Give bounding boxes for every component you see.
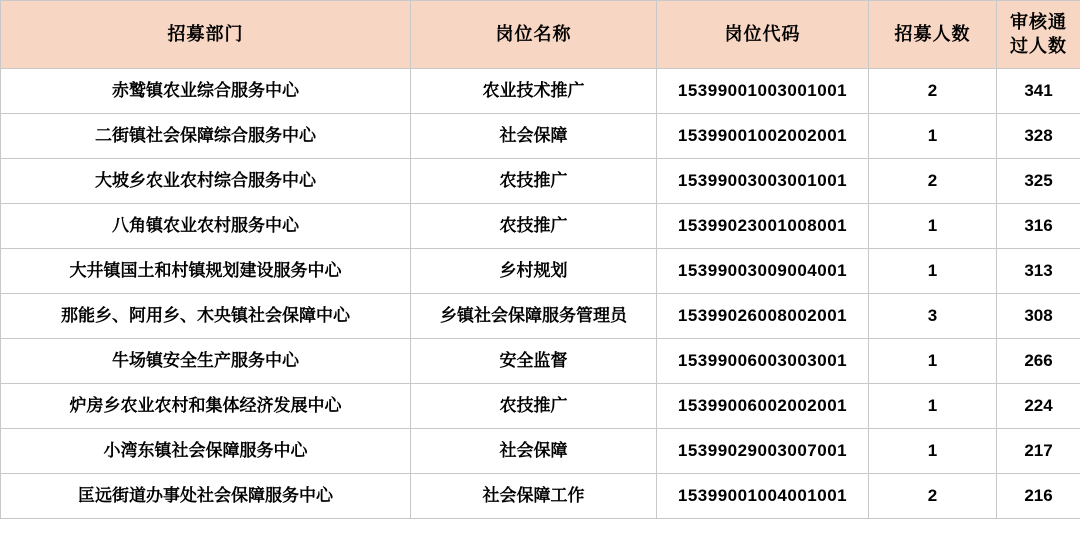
cell-department: 二街镇社会保障综合服务中心 <box>1 114 411 159</box>
cell-job-code: 15399001004001001 <box>657 474 869 519</box>
cell-passed-count: 266 <box>997 339 1080 384</box>
cell-job-name: 社会保障工作 <box>411 474 657 519</box>
cell-passed-count: 217 <box>997 429 1080 474</box>
table-row <box>1 474 1080 519</box>
cell-department: 那能乡、阿用乡、木央镇社会保障中心 <box>1 294 411 339</box>
cell-recruit-count: 1 <box>869 339 997 384</box>
cell-job-name: 安全监督 <box>411 339 657 384</box>
cell-passed-count: 316 <box>997 204 1080 249</box>
cell-passed-count: 216 <box>997 474 1080 519</box>
cell-recruit-count: 1 <box>869 114 997 159</box>
cell-recruit-count: 1 <box>869 384 997 429</box>
cell-job-code: 15399003003001001 <box>657 159 869 204</box>
table-row <box>1 339 1080 384</box>
cell-recruit-count: 1 <box>869 429 997 474</box>
cell-job-name: 社会保障 <box>411 429 657 474</box>
table-header-row <box>1 1 1080 69</box>
table-row <box>1 159 1080 204</box>
table-body <box>1 69 1080 519</box>
cell-job-code: 15399023001008001 <box>657 204 869 249</box>
cell-recruit-count: 1 <box>869 249 997 294</box>
column-header-department: 招募部门 <box>1 1 411 69</box>
cell-department: 赤鹫镇农业综合服务中心 <box>1 69 411 114</box>
cell-job-code: 15399001002002001 <box>657 114 869 159</box>
table-row <box>1 204 1080 249</box>
cell-job-code: 15399006002002001 <box>657 384 869 429</box>
cell-recruit-count: 2 <box>869 69 997 114</box>
cell-recruit-count: 2 <box>869 159 997 204</box>
cell-passed-count: 341 <box>997 69 1080 114</box>
column-header-recruit-count: 招募人数 <box>869 1 997 69</box>
table-row <box>1 249 1080 294</box>
cell-department: 匡远街道办事处社会保障服务中心 <box>1 474 411 519</box>
table-row <box>1 429 1080 474</box>
cell-job-name: 农业技术推广 <box>411 69 657 114</box>
table-row <box>1 69 1080 114</box>
cell-passed-count: 308 <box>997 294 1080 339</box>
cell-job-name: 农技推广 <box>411 384 657 429</box>
cell-passed-count: 313 <box>997 249 1080 294</box>
cell-job-code: 15399001003001001 <box>657 69 869 114</box>
cell-recruit-count: 2 <box>869 474 997 519</box>
table-row <box>1 114 1080 159</box>
cell-department: 大井镇国土和村镇规划建设服务中心 <box>1 249 411 294</box>
cell-recruit-count: 3 <box>869 294 997 339</box>
cell-department: 大坡乡农业农村综合服务中心 <box>1 159 411 204</box>
column-header-passed-count: 审核通过人数 <box>997 1 1080 69</box>
cell-passed-count: 325 <box>997 159 1080 204</box>
cell-job-code: 15399006003003001 <box>657 339 869 384</box>
cell-job-code: 15399026008002001 <box>657 294 869 339</box>
cell-department: 小湾东镇社会保障服务中心 <box>1 429 411 474</box>
cell-passed-count: 328 <box>997 114 1080 159</box>
cell-job-name: 乡村规划 <box>411 249 657 294</box>
cell-department: 炉房乡农业农村和集体经济发展中心 <box>1 384 411 429</box>
cell-job-name: 农技推广 <box>411 204 657 249</box>
cell-job-name: 乡镇社会保障服务管理员 <box>411 294 657 339</box>
cell-job-name: 农技推广 <box>411 159 657 204</box>
column-header-job-name: 岗位名称 <box>411 1 657 69</box>
cell-department: 八角镇农业农村服务中心 <box>1 204 411 249</box>
cell-job-code: 15399003009004001 <box>657 249 869 294</box>
column-header-job-code: 岗位代码 <box>657 1 869 69</box>
cell-passed-count: 224 <box>997 384 1080 429</box>
table-row <box>1 294 1080 339</box>
cell-job-code: 15399029003007001 <box>657 429 869 474</box>
cell-department: 牛场镇安全生产服务中心 <box>1 339 411 384</box>
cell-recruit-count: 1 <box>869 204 997 249</box>
table-row <box>1 384 1080 429</box>
table-header <box>1 1 1080 69</box>
cell-job-name: 社会保障 <box>411 114 657 159</box>
